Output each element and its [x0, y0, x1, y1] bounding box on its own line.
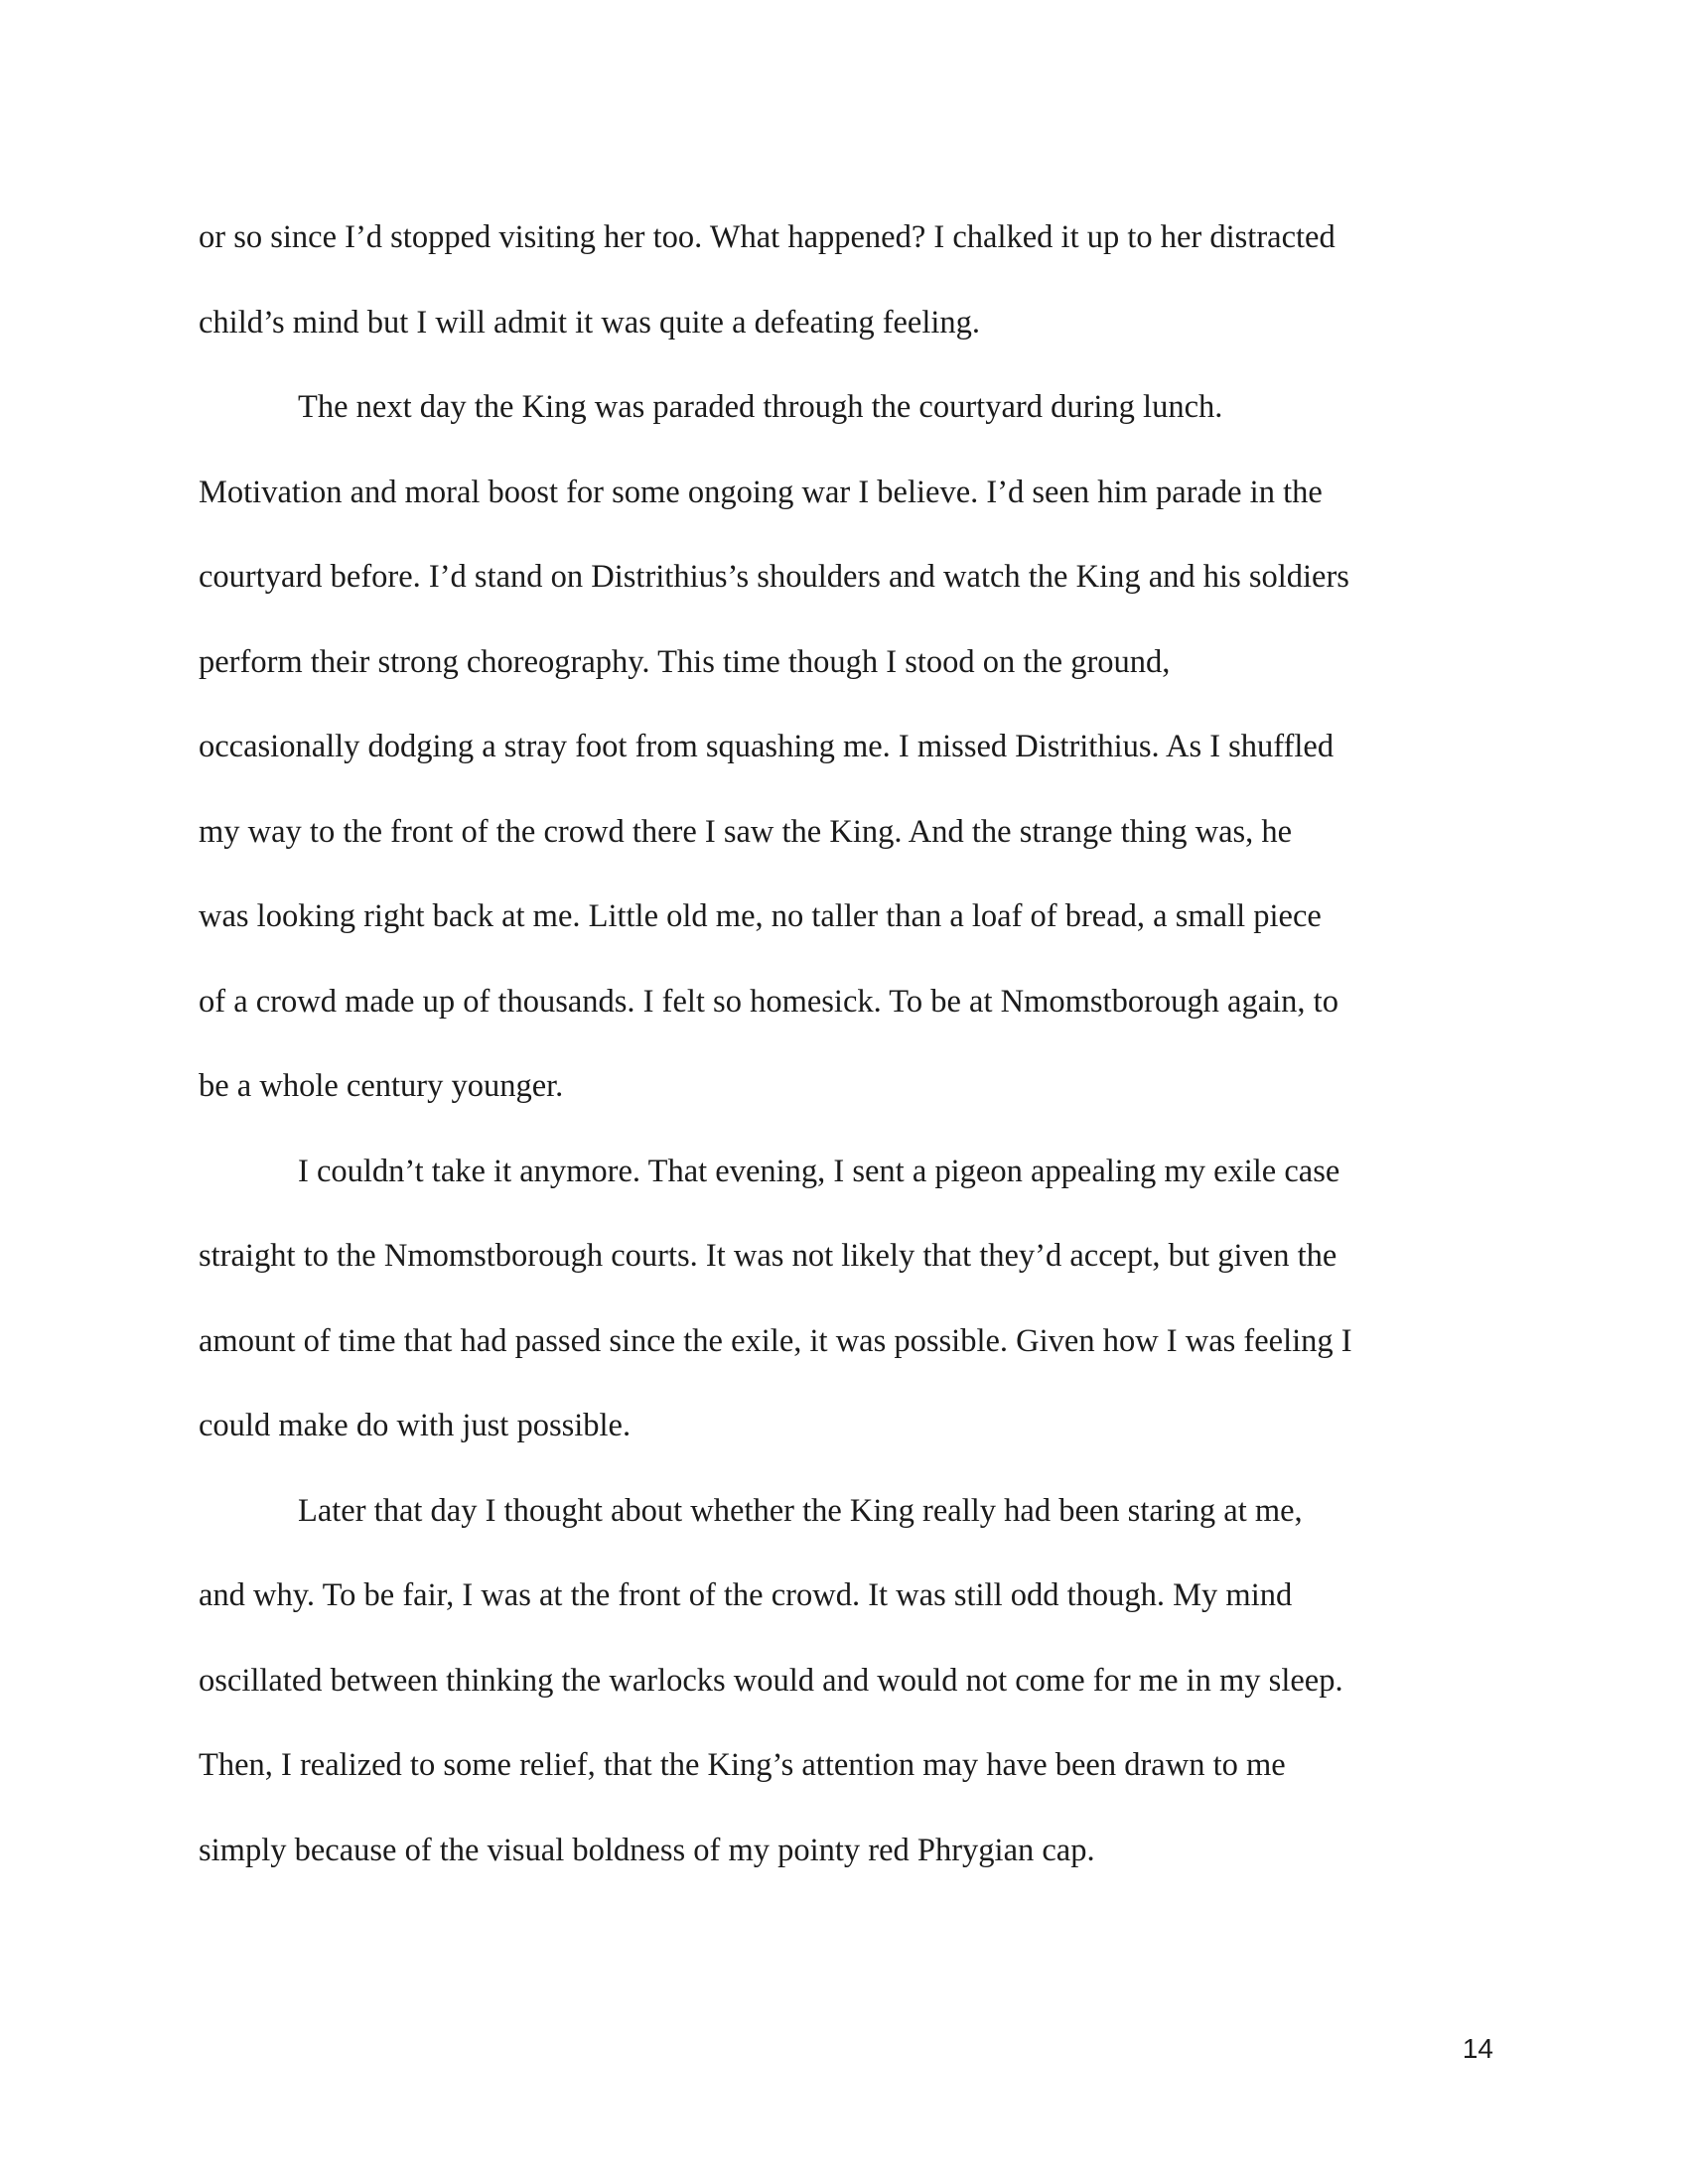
text-line: and why. To be fair, I was at the front of the crowd. It was still odd though. My mind [199, 1577, 1293, 1613]
paragraph-first-line: I couldn’t take it anymore. That evening, I sent a pigeon appealing my exile case [298, 1153, 1340, 1189]
text-line: amount of time that had passed since the exile, it was possible. Given how I was feeling I [199, 1322, 1352, 1359]
text-line: simply because of the visual boldness of my pointy red Phrygian cap. [199, 1832, 1095, 1868]
text-line: was looking right back at me. Little old me, no taller than a loaf of bread, a small piece [199, 898, 1322, 934]
text-line: perform their strong choreography. This time though I stood on the ground, [199, 643, 1171, 680]
text-line: Then, I realized to some relief, that the King’s attention may have been drawn to me [199, 1747, 1286, 1783]
text-line: could make do with just possible. [199, 1408, 632, 1443]
body-text [199, 196, 1484, 1893]
text-line: straight to the Nmomstborough courts. It was not likely that they’d accept, but given the [199, 1238, 1337, 1274]
text-line: courtyard before. I’d stand on Distrithius’s shoulders and watch the King and his soldiers [199, 559, 1349, 595]
paragraph-first-line: Later that day I thought about whether the King really had been staring at me, [298, 1492, 1303, 1529]
text-line: child’s mind but I will admit it was quite a defeating feeling. [199, 304, 981, 341]
paragraph-first-line: The next day the King was paraded through the courtyard during lunch. [298, 389, 1223, 425]
text-line: oscillated between thinking the warlocks would and would not come for me in my sleep. [199, 1662, 1343, 1699]
page-number: 14 [1462, 2033, 1493, 2064]
text-line: my way to the front of the crowd there I saw the King. And the strange thing was, he [199, 813, 1293, 850]
text-line: Motivation and moral boost for some ongoing war I believe. I’d seen him parade in the [199, 474, 1323, 510]
text-line: or so since I’d stopped visiting her too. What happened? I chalked it up to her distracted [199, 219, 1336, 255]
text-line: be a whole century younger. [199, 1068, 564, 1104]
text-line: of a crowd made up of thousands. I felt so homesick. To be at Nmomstborough again, to [199, 983, 1338, 1020]
text-line: occasionally dodging a stray foot from squashing me. I missed Distrithius. As I shuffled [199, 729, 1335, 764]
